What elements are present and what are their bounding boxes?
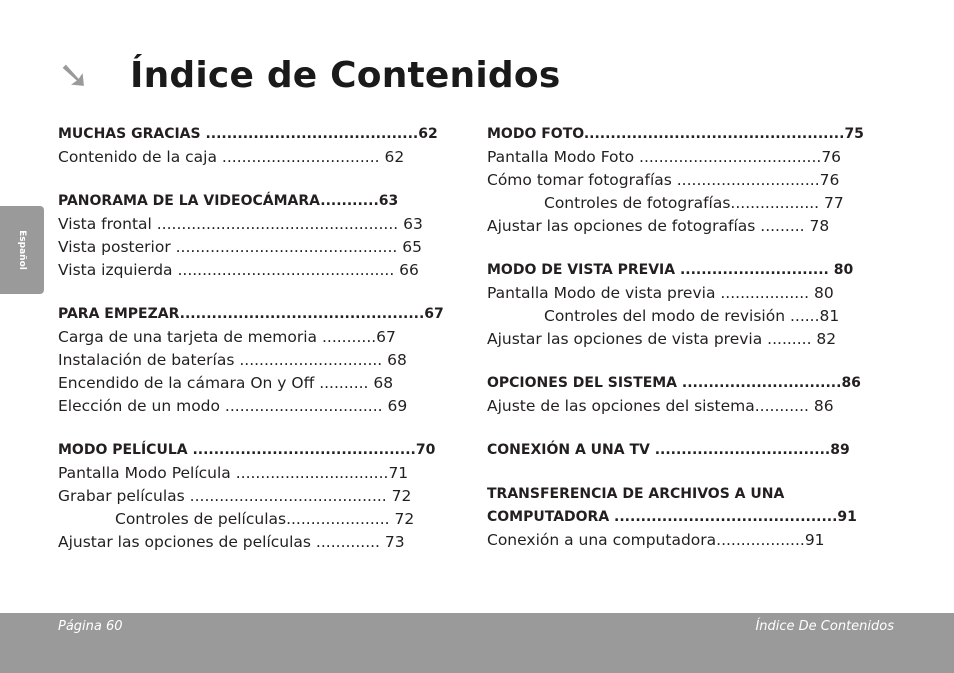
toc-entry: Ajustar las opciones de películas ............. 73 <box>58 533 405 551</box>
toc-entry: Vista posterior ............................................. 65 <box>58 238 422 256</box>
toc-entry: Controles de fotografías.................. 77 <box>544 194 844 212</box>
toc-entry: Controles de películas..................... 72 <box>115 510 415 528</box>
language-tab <box>0 206 44 294</box>
toc-section-heading: MODO FOTO.................................................75 <box>487 126 864 142</box>
toc-entry: Ajustar las opciones de fotografías ......... 78 <box>487 217 830 235</box>
toc-entry: Encendido de la cámara On y Off .......... 68 <box>58 374 394 392</box>
toc-entry: Ajustar las opciones de vista previa ......... 82 <box>487 330 837 348</box>
page-title: Índice de Contenidos <box>130 54 561 96</box>
page-footer <box>0 613 954 673</box>
toc-entry: Pantalla Modo de vista previa .................. 80 <box>487 284 834 302</box>
toc-entry: Cómo tomar fotografías .............................76 <box>487 171 840 189</box>
toc-right-column <box>487 123 891 552</box>
toc-section-heading: CONEXIÓN A UNA TV .................................89 <box>487 442 850 458</box>
toc-entry: Carga de una tarjeta de memoria ...........67 <box>58 328 396 346</box>
footer-section-title: Índice De Contenidos <box>755 619 894 634</box>
language-tab-label: Español <box>17 230 27 270</box>
toc-left-column <box>58 123 462 554</box>
toc-entry: Vista frontal ................................................. 63 <box>58 215 423 233</box>
toc-section-heading: OPCIONES DEL SISTEMA ..............................86 <box>487 375 861 391</box>
toc-section-heading: MUCHAS GRACIAS ........................................62 <box>58 126 438 142</box>
toc-entry: Instalación de baterías ............................. 68 <box>58 351 407 369</box>
toc-entry: Vista izquierda ............................................ 66 <box>58 261 419 279</box>
toc-section-heading: COMPUTADORA ..........................................91 <box>487 509 857 525</box>
arrow-down-right-icon: ➘ <box>58 53 90 97</box>
toc-section-heading: TRANSFERENCIA DE ARCHIVOS A UNA <box>487 486 785 502</box>
toc-entry: Ajuste de las opciones del sistema........... 86 <box>487 397 834 415</box>
toc-entry: Contenido de la caja ................................ 62 <box>58 148 405 166</box>
toc-entry: Controles del modo de revisión ......81 <box>544 307 840 325</box>
toc-section-heading: PANORAMA DE LA VIDEOCÁMARA...........63 <box>58 193 399 209</box>
page-number: Página 60 <box>58 619 123 634</box>
toc-entry: Elección de un modo ................................ 69 <box>58 397 408 415</box>
toc-entry: Conexión a una computadora..................91 <box>487 531 825 549</box>
toc-section-heading: PARA EMPEZAR..............................................67 <box>58 306 444 322</box>
toc-entry: Grabar películas ........................................ 72 <box>58 487 412 505</box>
page-title-row <box>58 50 560 100</box>
toc-section-heading: MODO DE VISTA PREVIA ............................ 80 <box>487 262 854 278</box>
toc-entry: Pantalla Modo Foto .....................................76 <box>487 148 842 166</box>
toc-section-heading: MODO PELÍCULA ..........................................70 <box>58 442 436 458</box>
toc-entry: Pantalla Modo Película ...............................71 <box>58 464 409 482</box>
